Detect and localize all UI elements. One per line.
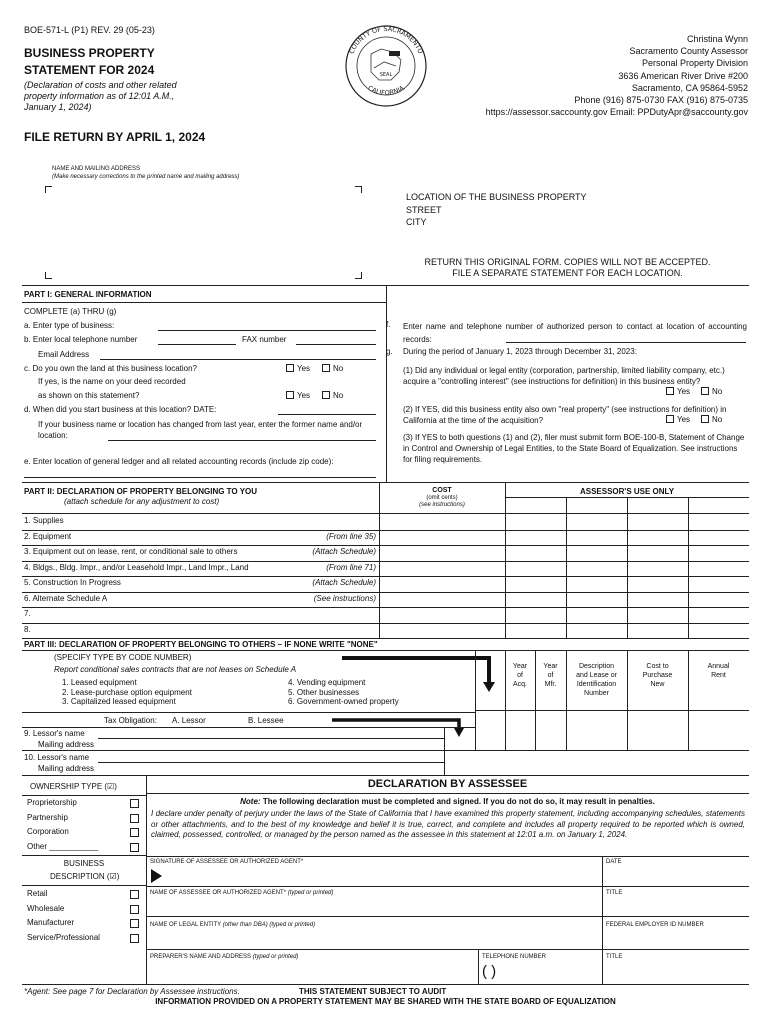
header-text: Cost to	[646, 663, 669, 670]
cost-new-header	[627, 662, 688, 689]
checkbox-icon[interactable]	[701, 415, 709, 423]
header-text: of	[517, 672, 523, 679]
header-text: Rent	[711, 672, 726, 679]
omit-cents-note: (omit cents)	[426, 495, 458, 501]
part2-row-label: 2. Equipment	[24, 531, 72, 541]
divider	[22, 795, 146, 796]
part2-row-label: 5. Construction In Progress	[24, 578, 121, 587]
no-label: No	[712, 415, 723, 424]
part2-row-label: 4. Bldgs., Bldg. Impr., and/or Leasehold Impr., Land Impr., Land	[24, 562, 249, 572]
control-period-label: During the period of January 1, 2023 through December 31, 2023:	[403, 347, 637, 356]
year-mfr-header	[535, 662, 566, 689]
divider	[475, 650, 476, 750]
seal-bottom-text: CALIFORNIA	[366, 83, 406, 97]
type-of-business-field[interactable]	[158, 330, 376, 331]
assessor-contact	[486, 33, 748, 118]
assessee-name-field[interactable]	[150, 900, 598, 914]
no-label: No	[333, 364, 344, 373]
note-label: Note:	[240, 797, 261, 806]
business-description-label: Manufacturer	[27, 918, 75, 927]
divider	[22, 885, 146, 886]
svg-text:CALIFORNIA	[366, 84, 406, 97]
divider	[22, 482, 749, 483]
ownership-type-checkbox[interactable]	[130, 828, 139, 837]
code-3: 3. Capitalized leased equipment	[62, 697, 176, 706]
business-description-checkbox[interactable]	[130, 890, 139, 899]
assessor-web-email[interactable]: https://assessor.saccounty.gov Email: PPDutyApr@saccounty.gov	[485, 107, 748, 118]
yes-label: Yes	[297, 364, 311, 373]
location-label: LOCATION OF THE BUSINESS PROPERTY	[406, 192, 587, 202]
business-description-title1: BUSINESS	[63, 859, 105, 868]
location-block	[406, 191, 587, 229]
part2-row-note: (Attach Schedule)	[312, 547, 376, 556]
legal-entity-label	[150, 922, 315, 928]
divider	[146, 856, 749, 857]
street-label: STREET	[406, 204, 442, 215]
divider	[146, 916, 749, 917]
boe-sharing-notice: INFORMATION PROVIDED ON A PROPERTY STATEMENT MAY BE SHARED WITH THE STATE BOARD OF EQUALIZATION	[155, 997, 616, 1006]
ownership-type-checkbox[interactable]	[130, 799, 139, 808]
deed-question-line2: as shown on this statement?	[38, 391, 140, 400]
part1-heading: PART I: GENERAL INFORMATION	[24, 290, 152, 299]
fein-field[interactable]	[606, 932, 746, 946]
part2-row-note: (See instructions)	[313, 593, 376, 603]
part2-cost-field[interactable]	[380, 545, 504, 560]
g1-no[interactable]	[701, 387, 722, 396]
own-land-yes[interactable]	[286, 364, 310, 373]
codes-left	[62, 678, 192, 707]
divider	[22, 984, 749, 985]
checkbox-icon[interactable]	[701, 387, 709, 395]
label-text: NAME OF LEGAL ENTITY	[150, 922, 222, 928]
see-instructions-note: (see instructions)	[419, 502, 465, 508]
label-text: NAME OF ASSESSEE OR AUTHORIZED AGENT*	[150, 890, 287, 896]
form-number: BOE-571-L (P1) REV. 29 (05-23)	[24, 25, 155, 35]
part2-cost-field[interactable]	[380, 623, 504, 638]
header-text: Acq.	[512, 681, 527, 688]
annual-rent-header	[688, 662, 749, 680]
real-property-question: (2) If YES, did this business entity also own "real property" (see instructions for definition) in California at the time of the acquisition?	[403, 405, 727, 425]
sign-here-arrow-icon	[151, 869, 162, 883]
g2-no[interactable]	[701, 415, 722, 424]
divider	[22, 712, 475, 713]
contact-person-label: Enter name and telephone number of authorized person to contact at location of accounting records:	[403, 322, 747, 344]
deed-question-line1: If yes, is the name on your deed recorded	[38, 377, 186, 386]
tax-obligation-label: Tax Obligation:	[104, 716, 157, 725]
declaration-text: I declare under penalty of perjury under the laws of the State of California that I have examined this property statement, including accompanying schedules, statements or other attachments, and to the best of my knowledge and belief it is true, correct, and complete and includes all property required to be reported which is owned, claimed, possessed, controlled, or managed by the person named as the assessee in this statement at 12:01 a.m. on January 1, 2024.	[151, 809, 745, 839]
tax-lessee-option[interactable]: B. Lessee	[248, 716, 284, 725]
ledger-location-label: e. Enter location of general ledger and all related accounting records (include zip code):	[24, 457, 334, 466]
header-text: New	[650, 681, 665, 688]
code-1: 1. Leased equipment	[62, 678, 137, 687]
city-label: CITY	[406, 217, 427, 227]
preparer-title-field[interactable]	[606, 964, 746, 982]
ownership-type-checkbox[interactable]	[130, 814, 139, 823]
cost-column-header: COST	[432, 487, 452, 494]
signature-label: SIGNATURE OF ASSESSEE OR AUTHORIZED AGENT*	[150, 859, 304, 865]
code-5: 5. Other businesses	[288, 687, 360, 697]
divider	[22, 302, 386, 303]
divider	[22, 650, 749, 651]
checkbox-icon[interactable]	[286, 391, 294, 399]
label-text: PREPARER'S NAME AND ADDRESS	[150, 954, 252, 960]
header-text: Number	[584, 690, 609, 697]
no-label: No	[712, 387, 723, 396]
assessee-name-label	[150, 890, 333, 896]
assessor-city: Sacramento, CA 95864-5952	[631, 82, 748, 93]
part2-row-label: 6. Alternate Schedule A	[24, 593, 108, 603]
part2-cost-field[interactable]	[380, 561, 504, 576]
part2-heading: PART II: DECLARATION OF PROPERTY BELONGING TO YOU	[24, 487, 258, 496]
start-date-field[interactable]	[278, 414, 376, 415]
label-note: (other than DBA) (typed or printed)	[222, 922, 316, 928]
yes-label: Yes	[677, 415, 691, 424]
controlling-interest-question: (1) Did any individual or legal entity (corporation, partnership, limited liability company, etc.) acquire a "controlling interest" (see instructions for definition) in this business entity?	[403, 366, 725, 386]
legal-entity-field[interactable]	[150, 932, 598, 946]
part2-cost-field[interactable]	[380, 592, 504, 607]
lessor-9-name-label: 9. Lessor's name	[24, 729, 85, 738]
divider	[688, 497, 689, 638]
divider	[386, 285, 387, 482]
assessor-name: Christina Wynn	[687, 34, 748, 44]
specify-type-label: (SPECIFY TYPE BY CODE NUMBER)	[54, 653, 192, 662]
note-text: The following declaration must be completed and signed. If you do not do so, it may result in penalties.	[262, 797, 655, 806]
code-6: 6. Government-owned property	[288, 697, 399, 706]
label-note: (typed or printed)	[252, 954, 299, 960]
checkbox-icon[interactable]	[666, 415, 674, 423]
ownership-type-label: Proprietorship	[27, 798, 77, 807]
email-field[interactable]	[100, 359, 376, 360]
boe-100b-instruction: (3) If YES to both questions (1) and (2), filer must submit form BOE-100-B, Statement of Change in Control and Ownership of Legal Entities, to the State Board of Equalization. See instructions for filing requirements.	[403, 433, 745, 464]
preparer-label	[150, 954, 298, 960]
divider	[22, 775, 749, 776]
ownership-type-checkbox[interactable]	[130, 843, 139, 852]
title-label: TITLE	[606, 890, 623, 896]
form-subtitle: (Declaration of costs and other related property information as of 12:01 A.M., January 1, 2024)	[24, 80, 177, 112]
g2-yes[interactable]	[666, 415, 690, 424]
g-letter: g.	[386, 347, 393, 356]
part2-subheading: (attach schedule for any adjustment to cost)	[64, 497, 220, 506]
part2-row-label: 1. Supplies	[24, 516, 64, 525]
business-description-label: Wholesale	[27, 903, 65, 913]
part2-cost-field[interactable]	[380, 514, 504, 529]
part2-row-note: (Attach Schedule)	[312, 578, 376, 587]
divider	[146, 886, 749, 887]
part2-row-label: 8.	[24, 624, 31, 634]
description-header	[566, 662, 627, 698]
lessor-10-name-label: 10. Lessor's name	[24, 753, 90, 762]
f-letter: f.	[386, 320, 391, 329]
header-text: Year	[543, 663, 558, 670]
business-description-title2: DESCRIPTION (☑)	[50, 872, 120, 881]
assessor-division: Personal Property Division	[641, 58, 748, 69]
lessor-10-address-label: Mailing address	[38, 764, 95, 773]
lessor-9-name-field[interactable]	[98, 738, 444, 739]
header-text: Year	[512, 663, 528, 670]
divider	[22, 727, 475, 728]
original-form-notice: RETURN THIS ORIGINAL FORM. COPIES WILL NOT BE ACCEPTED.	[424, 257, 711, 267]
divider	[478, 949, 479, 984]
checkbox-icon[interactable]	[666, 387, 674, 395]
conditional-sales-note: Report conditional sales contracts that are not leases on Schedule A	[54, 665, 297, 674]
header-text: Purchase	[642, 672, 673, 679]
divider	[475, 710, 749, 711]
part2-cost-field[interactable]	[380, 607, 504, 622]
ownership-type-label: Other ___________	[27, 841, 99, 851]
business-description-label: Retail	[27, 889, 48, 898]
header-text: of	[547, 672, 554, 679]
divider	[22, 855, 146, 856]
fax-label: FAX number	[242, 335, 287, 344]
checkbox-icon[interactable]	[322, 391, 330, 399]
email-label: Email Address	[38, 350, 90, 359]
start-date-label: d. When did you start business at this location? DATE:	[24, 405, 217, 414]
address-corner-tr	[355, 186, 362, 193]
divider	[602, 856, 603, 984]
fein-label: FEDERAL EMPLOYER ID NUMBER	[606, 922, 704, 928]
header-text: Identification	[576, 681, 617, 688]
lessor-10-name-field[interactable]	[98, 762, 444, 763]
audit-notice: THIS STATEMENT SUBJECT TO AUDIT	[299, 987, 447, 996]
business-description-checkbox[interactable]	[130, 919, 139, 928]
header-text: Mfr.	[544, 681, 557, 688]
assessor-title: Sacramento County Assessor	[629, 46, 748, 57]
seal-top-text: COUNTY OF SACRAMENTO	[347, 24, 425, 56]
divider	[22, 638, 749, 639]
mailing-address-label: NAME AND MAILING ADDRESS	[52, 166, 141, 172]
ownership-type-label: Partnership	[27, 812, 68, 822]
label-note: (typed or printed)	[287, 890, 334, 896]
signature-field[interactable]	[166, 866, 598, 884]
declaration-note	[146, 797, 749, 806]
assessor-street: 3636 American River Drive #200	[618, 70, 748, 81]
part2-row-note: (From line 71)	[326, 562, 376, 572]
tax-lessor-option[interactable]: A. Lessor	[172, 716, 206, 725]
deed-no[interactable]	[322, 391, 343, 400]
due-date-heading: FILE RETURN BY APRIL 1, 2024	[24, 130, 206, 144]
mailing-address-field[interactable]	[54, 194, 354, 270]
date-label: DATE	[606, 859, 622, 865]
divider	[146, 775, 147, 984]
separate-statement-notice: FILE A SEPARATE STATEMENT FOR EACH LOCATION.	[452, 268, 683, 278]
address-corner-bl	[45, 272, 52, 279]
assessor-use-header: ASSESSOR'S USE ONLY	[579, 487, 675, 496]
business-description-checkbox[interactable]	[130, 905, 139, 914]
form-title-line2: STATEMENT FOR 2024	[24, 63, 155, 77]
own-land-no[interactable]	[322, 364, 343, 373]
telephone-field[interactable]	[158, 344, 236, 345]
checkbox-icon[interactable]	[286, 364, 294, 372]
date-field[interactable]	[606, 868, 746, 884]
code-4: 4. Vending equipment	[288, 678, 366, 687]
header-text: Description	[578, 663, 614, 670]
divider	[146, 793, 749, 794]
yes-label: Yes	[297, 391, 311, 400]
form-title-line1: BUSINESS PROPERTY	[24, 46, 155, 60]
part3-heading: PART III: DECLARATION OF PROPERTY BELONGING TO OTHERS – IF NONE WRITE "NONE"	[24, 640, 378, 649]
g1-yes[interactable]	[666, 387, 690, 396]
arrow-down-icon	[340, 654, 500, 694]
county-seal-icon	[341, 24, 431, 108]
declaration-title: DECLARATION BY ASSESSEE	[367, 778, 528, 790]
year-acq-header	[505, 662, 535, 689]
former-name-field[interactable]	[108, 440, 376, 441]
deed-yes[interactable]	[286, 391, 310, 400]
part2-row-label: 7.	[24, 609, 31, 618]
business-description-label: Service/Professional	[27, 932, 100, 942]
telephone-number-label: TELEPHONE NUMBER	[482, 954, 547, 960]
agent-footnote: *Agent: See page 7 for Declaration by Assessee instructions.	[24, 987, 240, 996]
type-of-business-label: a. Enter type of business:	[24, 321, 115, 330]
part2-row-note: (From line 35)	[326, 531, 376, 541]
header-text: Annual	[707, 663, 730, 670]
ownership-type-title: OWNERSHIP TYPE (☑)	[30, 782, 117, 791]
divider	[444, 727, 445, 775]
preparer-title-label: TITLE	[606, 954, 623, 960]
contact-person-field[interactable]	[506, 342, 746, 343]
telephone-number-field[interactable]: ( )	[482, 963, 497, 980]
part2-cost-field[interactable]	[380, 530, 504, 545]
arrow-down-icon	[330, 716, 470, 740]
mailing-address-note: (Make necessary corrections to the printed name and mailing address)	[52, 174, 240, 180]
part2-cost-field[interactable]	[380, 576, 504, 591]
code-2: 2. Lease-purchase option equipment	[62, 687, 192, 697]
fax-field[interactable]	[296, 344, 376, 345]
ownership-type-label: Corporation	[27, 827, 69, 836]
part2-row-label: 3. Equipment out on lease, rent, or conditional sale to others	[24, 547, 238, 556]
own-land-question: c. Do you own the land at this business location?	[24, 364, 197, 373]
divider	[627, 497, 628, 638]
seal-center-text: SEAL	[379, 72, 393, 78]
assessor-phone: Phone (916) 875-0730 FAX (916) 875-0735	[574, 95, 748, 106]
address-corner-br	[355, 272, 362, 279]
checkbox-icon[interactable]	[322, 364, 330, 372]
yes-label: Yes	[677, 387, 691, 396]
preparer-field[interactable]	[150, 964, 474, 982]
divider	[566, 497, 567, 638]
business-description-checkbox[interactable]	[130, 934, 139, 943]
ledger-location-field[interactable]	[24, 477, 376, 478]
divider	[22, 750, 749, 751]
former-name-label: If your business name or location has changed from last year, enter the former name and/or location:	[38, 420, 363, 440]
address-corner-tl	[45, 186, 52, 193]
lessor-9-address-label: Mailing address	[38, 740, 95, 749]
telephone-label: b. Enter local telephone number	[24, 335, 138, 344]
title-field[interactable]	[606, 900, 746, 914]
complete-instruction: COMPLETE (a) THRU (g)	[24, 307, 117, 316]
header-text: and Lease or	[576, 672, 617, 679]
divider	[146, 949, 749, 950]
no-label: No	[333, 391, 344, 400]
